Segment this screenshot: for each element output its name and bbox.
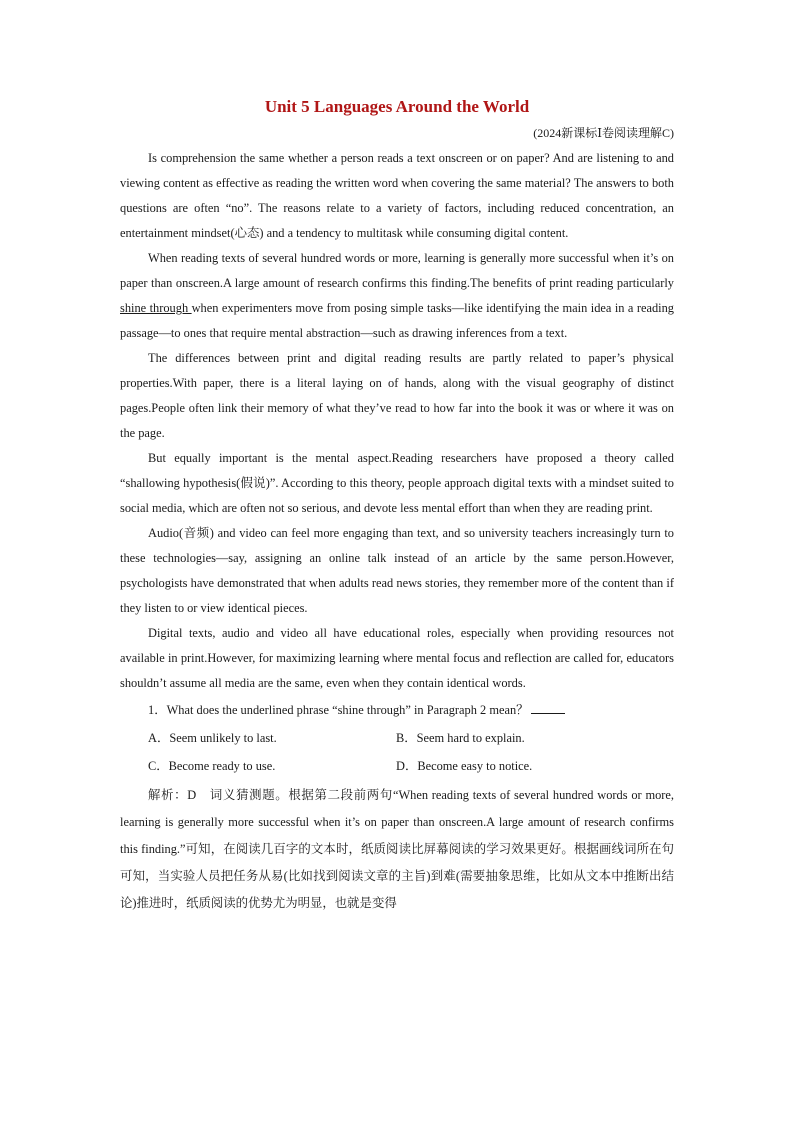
underlined-phrase: shine through (120, 301, 192, 315)
option-d: D．Become easy to notice. (396, 759, 533, 773)
analysis-label: 解析： (148, 788, 188, 802)
analysis-paragraph (120, 782, 674, 917)
source-note: (2024新课标Ⅰ卷阅读理解C) (533, 126, 674, 140)
paragraph-2 (120, 246, 674, 346)
answer-blank (531, 701, 565, 714)
question-text: 1．What does the underlined phrase “shine through” in Paragraph 2 mean？ (148, 703, 529, 717)
analysis-text: D 词义猜测题。根据第二段前两句“When reading texts of several hundred words or more, learning is generally more successful when it’s on paper than onscreen.A large amount of research confirms this finding.”可知，在阅读几百字的文本时，纸质阅读比屏幕阅读的学习效果更好。根据画线词所在句可知，当实验人员把任务从易(比如找到阅读文章的主旨)到难(需要抽象思维，比如从文本中推断出结论)推进时，纸质阅读的优势尤为明显，也就是变得 (120, 788, 674, 910)
document-content (120, 96, 674, 917)
option-c: C．Become ready to use. (148, 759, 276, 773)
options-row-2 (120, 752, 674, 780)
paragraph-6: Digital texts, audio and video all have educational roles, especially when providing resources not available in print.However, for maximizing learning where mental focus and reflection are called for, educators shouldn’t assume all media are the same, even when they contain identical words. (120, 626, 674, 690)
options-row-1 (120, 724, 674, 752)
option-a: A．Seem unlikely to last. (148, 731, 277, 745)
paragraph-2-part-1: When reading texts of several hundred words or more, learning is generally more successful when it’s on paper than onscreen.A large amount of research confirms this finding.The benefits of print reading particularly (120, 251, 674, 290)
paragraph-3: The differences between print and digital reading results are partly related to paper’s physical properties.With paper, there is a literal laying on of hands, along with the visual geography of distinct pages.People often link their memory of what they’ve read to how far into the book it was or where it was on the page. (120, 351, 674, 440)
paragraph-2-part-2: when experimenters move from posing simple tasks—like identifying the main idea in a reading passage—to ones that require mental abstraction—such as drawing inferences from a text. (120, 301, 675, 340)
paragraph-5: Audio(音频) and video can feel more engaging than text, and so university teachers increasingly turn to these technologies—say, assigning an online talk instead of an article by the same person.However, psychologists have demonstrated that when adults read news stories, they remember more of the content than if they listen to or view identical pieces. (120, 526, 674, 615)
option-b: B．Seem hard to explain. (396, 731, 525, 745)
question-1 (120, 696, 674, 724)
page-title: Unit 5 Languages Around the World (264, 97, 530, 116)
paragraph-1: Is comprehension the same whether a person reads a text onscreen or on paper? And are listening to and viewing content as effective as reading the written word when covering the same material? The answers to both questions are often “no”. The reasons relate to a variety of factors, including reduced concentration, an entertainment mindset(心态) and a tendency to multitask while consuming digital content. (120, 151, 674, 240)
paragraph-4: But equally important is the mental aspect.Reading researchers have proposed a theory called “shallowing hypothesis(假说)”. According to this theory, people approach digital texts with a mindset suited to social media, which are often not so serious, and devote less mental effort than when they are reading print. (120, 451, 674, 515)
